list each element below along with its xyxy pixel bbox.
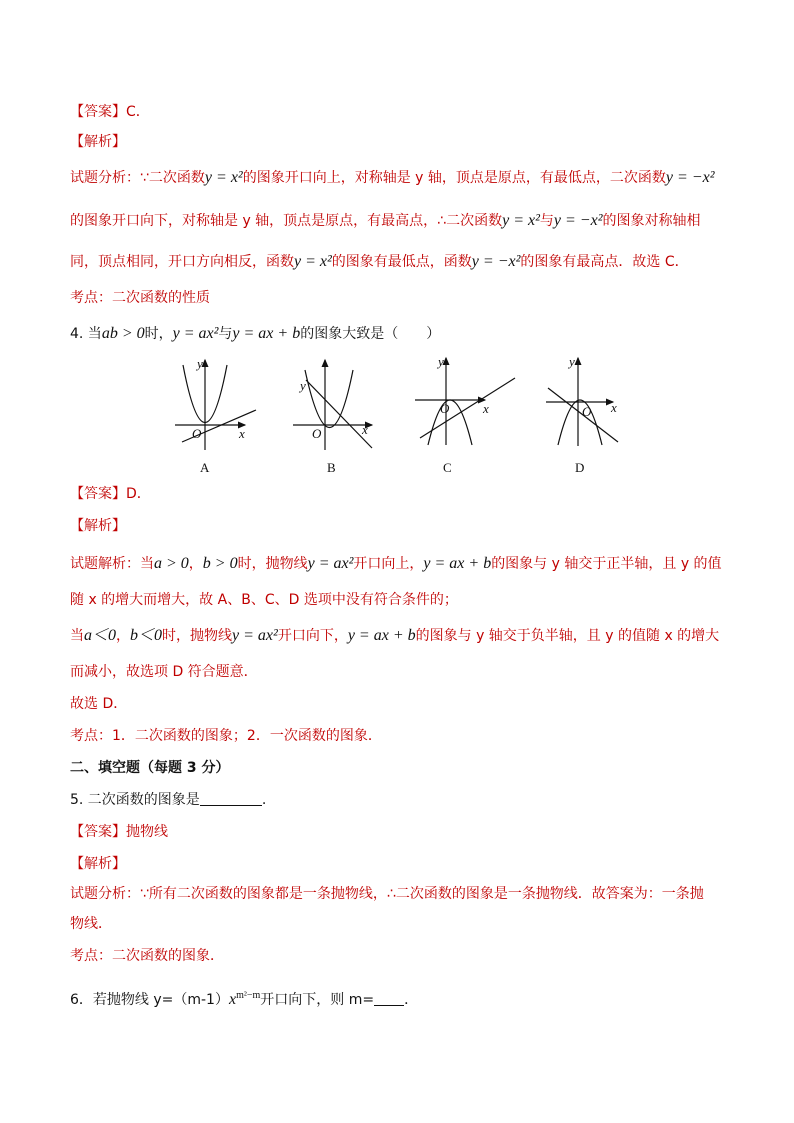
graph-d-y-label: y xyxy=(569,354,575,369)
q5-analysis-label xyxy=(70,854,126,874)
text: 试题解析：当 xyxy=(70,556,154,572)
text: 试题分析：∵二次函数 xyxy=(70,170,205,186)
text: 的图象大致是（ ） xyxy=(300,326,441,342)
formula: y = −x² xyxy=(553,212,603,229)
text: 随 x 的增大而增大，故 A、B、C、D 选项中没有符合条件的； xyxy=(70,592,458,608)
text: 时，抛物线 xyxy=(162,628,233,644)
q4-analysis-line-4 xyxy=(70,662,258,682)
q4-analysis-line-1 xyxy=(70,554,722,574)
q5-answer xyxy=(70,822,168,842)
q6-stem xyxy=(70,986,418,1010)
formula: y = x² xyxy=(204,169,243,186)
q3-analysis-line-3 xyxy=(70,252,689,272)
formula: y = ax + b xyxy=(423,555,492,572)
q4-analysis-line-3 xyxy=(70,626,719,646)
q4-kaodian xyxy=(70,726,382,746)
q4-analysis-label xyxy=(70,516,126,536)
text: 的图象开口向下，对称轴是 y 轴，顶点是原点，有最高点，∴二次函数 xyxy=(70,213,503,229)
text: 开口向下，则 m= xyxy=(260,992,375,1008)
graph-c-origin: O xyxy=(440,401,450,416)
text: 物线． xyxy=(70,916,112,932)
text: 开口向下， xyxy=(277,628,348,644)
text: 的图象对称轴相 xyxy=(602,213,701,229)
formula: y = ax + b xyxy=(232,325,301,342)
text: 4. 当 xyxy=(70,326,102,342)
formula: y = −x² xyxy=(665,169,715,186)
q4-stem xyxy=(70,324,440,344)
q4-analysis-line-5 xyxy=(70,694,127,714)
text: 试题分析：∵所有二次函数的图象都是一条抛物线，∴二次函数的图象是一条抛物线．故答案为：一条抛 xyxy=(70,886,704,902)
q5-analysis-line-2 xyxy=(70,914,112,934)
text: 开口向上， xyxy=(353,556,424,572)
q3-answer xyxy=(70,102,150,122)
q4-answer xyxy=(70,484,151,504)
formula: y = ax² xyxy=(172,325,219,342)
graph-c-x-label: x xyxy=(483,401,489,416)
text: 故选 D． xyxy=(70,696,128,712)
text: 的图象与 y 轴交于负半轴，且 y 的值随 x 的增大 xyxy=(415,628,720,644)
text: . xyxy=(261,792,267,808)
text: 与 xyxy=(218,326,233,342)
text: 时， xyxy=(144,326,173,342)
graph-b-x-label: x xyxy=(362,422,368,437)
formula: ab > 0 xyxy=(101,325,145,342)
analysis-label: 【解析】 xyxy=(70,134,126,150)
option-graphs xyxy=(0,350,794,490)
answer-value: C． xyxy=(126,104,150,120)
text: ， xyxy=(188,556,203,572)
graph-b-label: B xyxy=(327,460,336,475)
formula-base: x xyxy=(228,991,237,1008)
formula: b > 0 xyxy=(202,555,238,572)
graph-a-origin: O xyxy=(192,426,202,441)
q5-kaodian xyxy=(70,946,224,966)
graph-a-label: A xyxy=(200,460,210,475)
formula: a > 0 xyxy=(154,555,189,572)
graph-d-x-label: x xyxy=(611,400,617,415)
formula: b＜0 xyxy=(130,627,163,644)
graph-b-origin: O xyxy=(312,426,322,441)
graph-b xyxy=(293,360,372,450)
formula: y = x² xyxy=(502,212,540,229)
formula: y = −x² xyxy=(471,253,521,270)
kaodian-text: 考点：1．二次函数的图象；2．一次函数的图象． xyxy=(70,728,382,744)
answer-value: 抛物线 xyxy=(126,824,168,840)
formula-exponent: m²−m xyxy=(236,990,261,1001)
text: 的图象有最低点，函数 xyxy=(331,254,472,270)
text: 当 xyxy=(70,628,84,644)
q3-analysis-line-2 xyxy=(70,211,700,231)
kaodian-text: 考点：二次函数的图象． xyxy=(70,948,224,964)
text: 5. 二次函数的图象是 xyxy=(70,792,200,808)
formula: y = ax² xyxy=(307,555,354,572)
answer-blank[interactable] xyxy=(200,791,262,806)
text: ， xyxy=(116,628,131,644)
graph-c-y-label: y xyxy=(438,354,444,369)
section-title-text: 二、填空题 xyxy=(70,760,140,776)
graph-b-y-label: y xyxy=(300,378,306,393)
text: 的图象与 y 轴交于正半轴，且 y 的值 xyxy=(491,556,722,572)
graph-c-label: C xyxy=(443,460,452,475)
graph-a-y-label: y xyxy=(197,356,203,371)
analysis-label: 【解析】 xyxy=(70,518,126,534)
graph-d-origin: O xyxy=(582,404,592,419)
analysis-label: 【解析】 xyxy=(70,856,126,872)
section-title xyxy=(70,758,230,778)
text: ． xyxy=(404,992,419,1008)
q4-analysis-line-2 xyxy=(70,590,458,610)
text: 时，抛物线 xyxy=(237,556,308,572)
q5-stem xyxy=(70,790,266,810)
answer-label: 【答案】 xyxy=(70,104,126,120)
q3-analysis-line-1 xyxy=(70,168,715,188)
formula: y = ax² xyxy=(232,627,278,644)
answer-value: D． xyxy=(126,486,151,502)
graph-d xyxy=(546,358,618,446)
graph-a-x-label: x xyxy=(239,426,245,441)
formula: a＜0 xyxy=(84,627,117,644)
answer-label: 【答案】 xyxy=(70,824,126,840)
text: 的图象开口向上，对称轴是 y 轴，顶点是原点，有最低点，二次函数 xyxy=(242,170,666,186)
text: 同，顶点相同，开口方向相反，函数 xyxy=(70,254,294,270)
answer-blank[interactable] xyxy=(374,991,404,1006)
text: 6．若抛物线 y=（m-1） xyxy=(70,992,229,1008)
text: 的图象有最高点．故选 C． xyxy=(520,254,689,270)
section-note: （每题 3 分） xyxy=(140,760,230,776)
q3-analysis-label xyxy=(70,132,126,152)
formula: y = ax + b xyxy=(347,627,416,644)
text: 而减小，故选项 D 符合题意． xyxy=(70,664,258,680)
graph-c xyxy=(415,358,515,445)
kaodian-text: 考点：二次函数的性质 xyxy=(70,290,210,306)
text: 与 xyxy=(539,213,554,229)
graph-d-label: D xyxy=(575,460,585,475)
q3-kaodian xyxy=(70,288,210,308)
formula: y = x² xyxy=(294,253,332,270)
q5-analysis-line-1 xyxy=(70,884,704,904)
answer-label: 【答案】 xyxy=(70,486,126,502)
